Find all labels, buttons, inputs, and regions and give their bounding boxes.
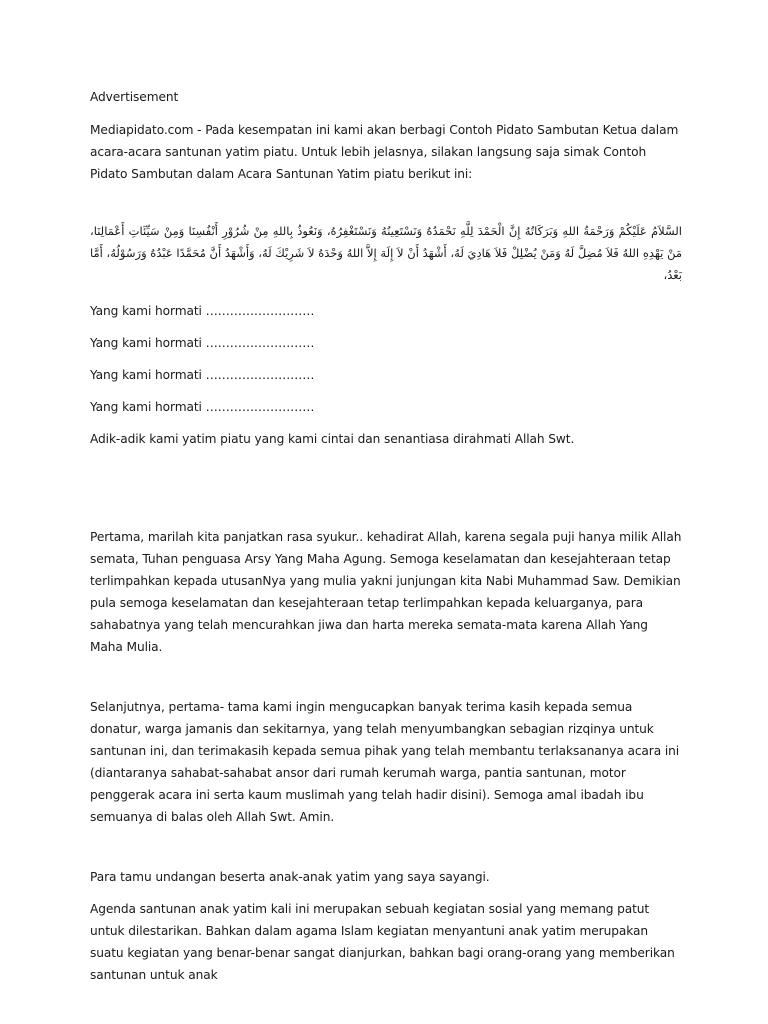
greeting-line: Yang kami hormati ………………………: [90, 304, 315, 318]
intro-paragraph: Mediapidato.com - Pada kesempatan ini kami akan berbagi Contoh Pidato Sambutan Ketua dalam acara-acara santunan yatim piatu. Untuk lebih jelasnya, silakan langsung saja simak Contoh Pidato Sambutan dalam Acara Santunan Yatim piatu berikut ini:: [90, 123, 679, 181]
thanks-paragraph: Selanjutnya, pertama- tama kami ingin mengucapkan banyak terima kasih kepada semua donatur, warga jamanis dan sekitarnya, yang telah menyumbangkan sebagian rizqinya untuk santunan ini, dan terimakasih kepada semua pihak yang telah membantu terlaksananya acara ini (diantaranya sahabat-sahabat ansor dari rumah kerumah warga, pantia santunan, motor penggerak acara ini serta kaum muslimah yang telah hadir disini). Semoga amal ibadah ibu semuanya di balas oleh Allah Swt. Amin.: [90, 700, 680, 824]
advertisement-label: Advertisement: [90, 90, 179, 104]
agenda-paragraph: Agenda santunan anak yatim kali ini merupakan sebuah kegiatan sosial yang memang patut untuk dilestarikan. Bahkan dalam agama Islam kegiatan menyantuni anak yatim merupakan suatu kegiatan yang benar-benar sangat dianjurkan, bahkan bagi orang-orang yang memberikan santunan untuk anak: [90, 902, 675, 982]
arabic-opening-paragraph: السَّلاَمُ عَلَيْكُمْ وَرَحْمَةُ اللهِ وَبَرَكَاتُهُ إِنَّ الْحَمْدَ لِلَّهِ نَحْمَدُهُ وَنَسْتَعِينُهُ وَنَسْتَغْفِرُهُ، وَنَعُوذُ بِاللهِ مِنْ شُرُوْرِ أَنْفُسِنَا وَمِنْ سَيِّئَاتِ أَعْمَالِنَا، مَنْ يَهْدِهِ اللهُ فَلاَ مُضِلَّ لَهُ وَمَنْ يُضْلِلْ فَلاَ هَادِيَ لَهُ، أَشْهَدُ أَنْ لاَ إِلَهَ إِلاَّ اللهُ وَحْدَهُ لاَ شَرِيْكَ لَهُ، وَأَشْهَدُ أَنَّ مُحَمَّدًا عَبْدُهُ وَرَسُوْلُهُ، أَمَّا بَعْدُ،: [90, 224, 682, 282]
greeting-line: Yang kami hormati ………………………: [90, 368, 315, 382]
document-page: [90, 86, 682, 986]
gratitude-paragraph: Pertama, marilah kita panjatkan rasa syukur.. kehadirat Allah, karena segala puji hanya milik Allah semata, Tuhan penguasa Arsy Yang Maha Agung. Semoga keselamatan dan kesejahteraan tetap terlimpahkan kepada utusanNya yang mulia yakni junjungan kita Nabi Muhammad Saw. Demikian pula semoga keselamatan dan kesejahteraan tetap terlimpahkan kepada keluarganya, para sahabatnya yang telah mencurahkan jiwa dan harta mereka semata-mata karena Allah Yang Maha Mulia.: [90, 530, 682, 654]
orphans-greeting-paragraph: Adik-adik kami yatim piatu yang kami cintai dan senantiasa dirahmati Allah Swt.: [90, 432, 575, 446]
greeting-line: Yang kami hormati ………………………: [90, 336, 315, 350]
greeting-line: Yang kami hormati ………………………: [90, 400, 315, 414]
guests-greeting-paragraph: Para tamu undangan beserta anak-anak yatim yang saya sayangi.: [90, 870, 490, 884]
